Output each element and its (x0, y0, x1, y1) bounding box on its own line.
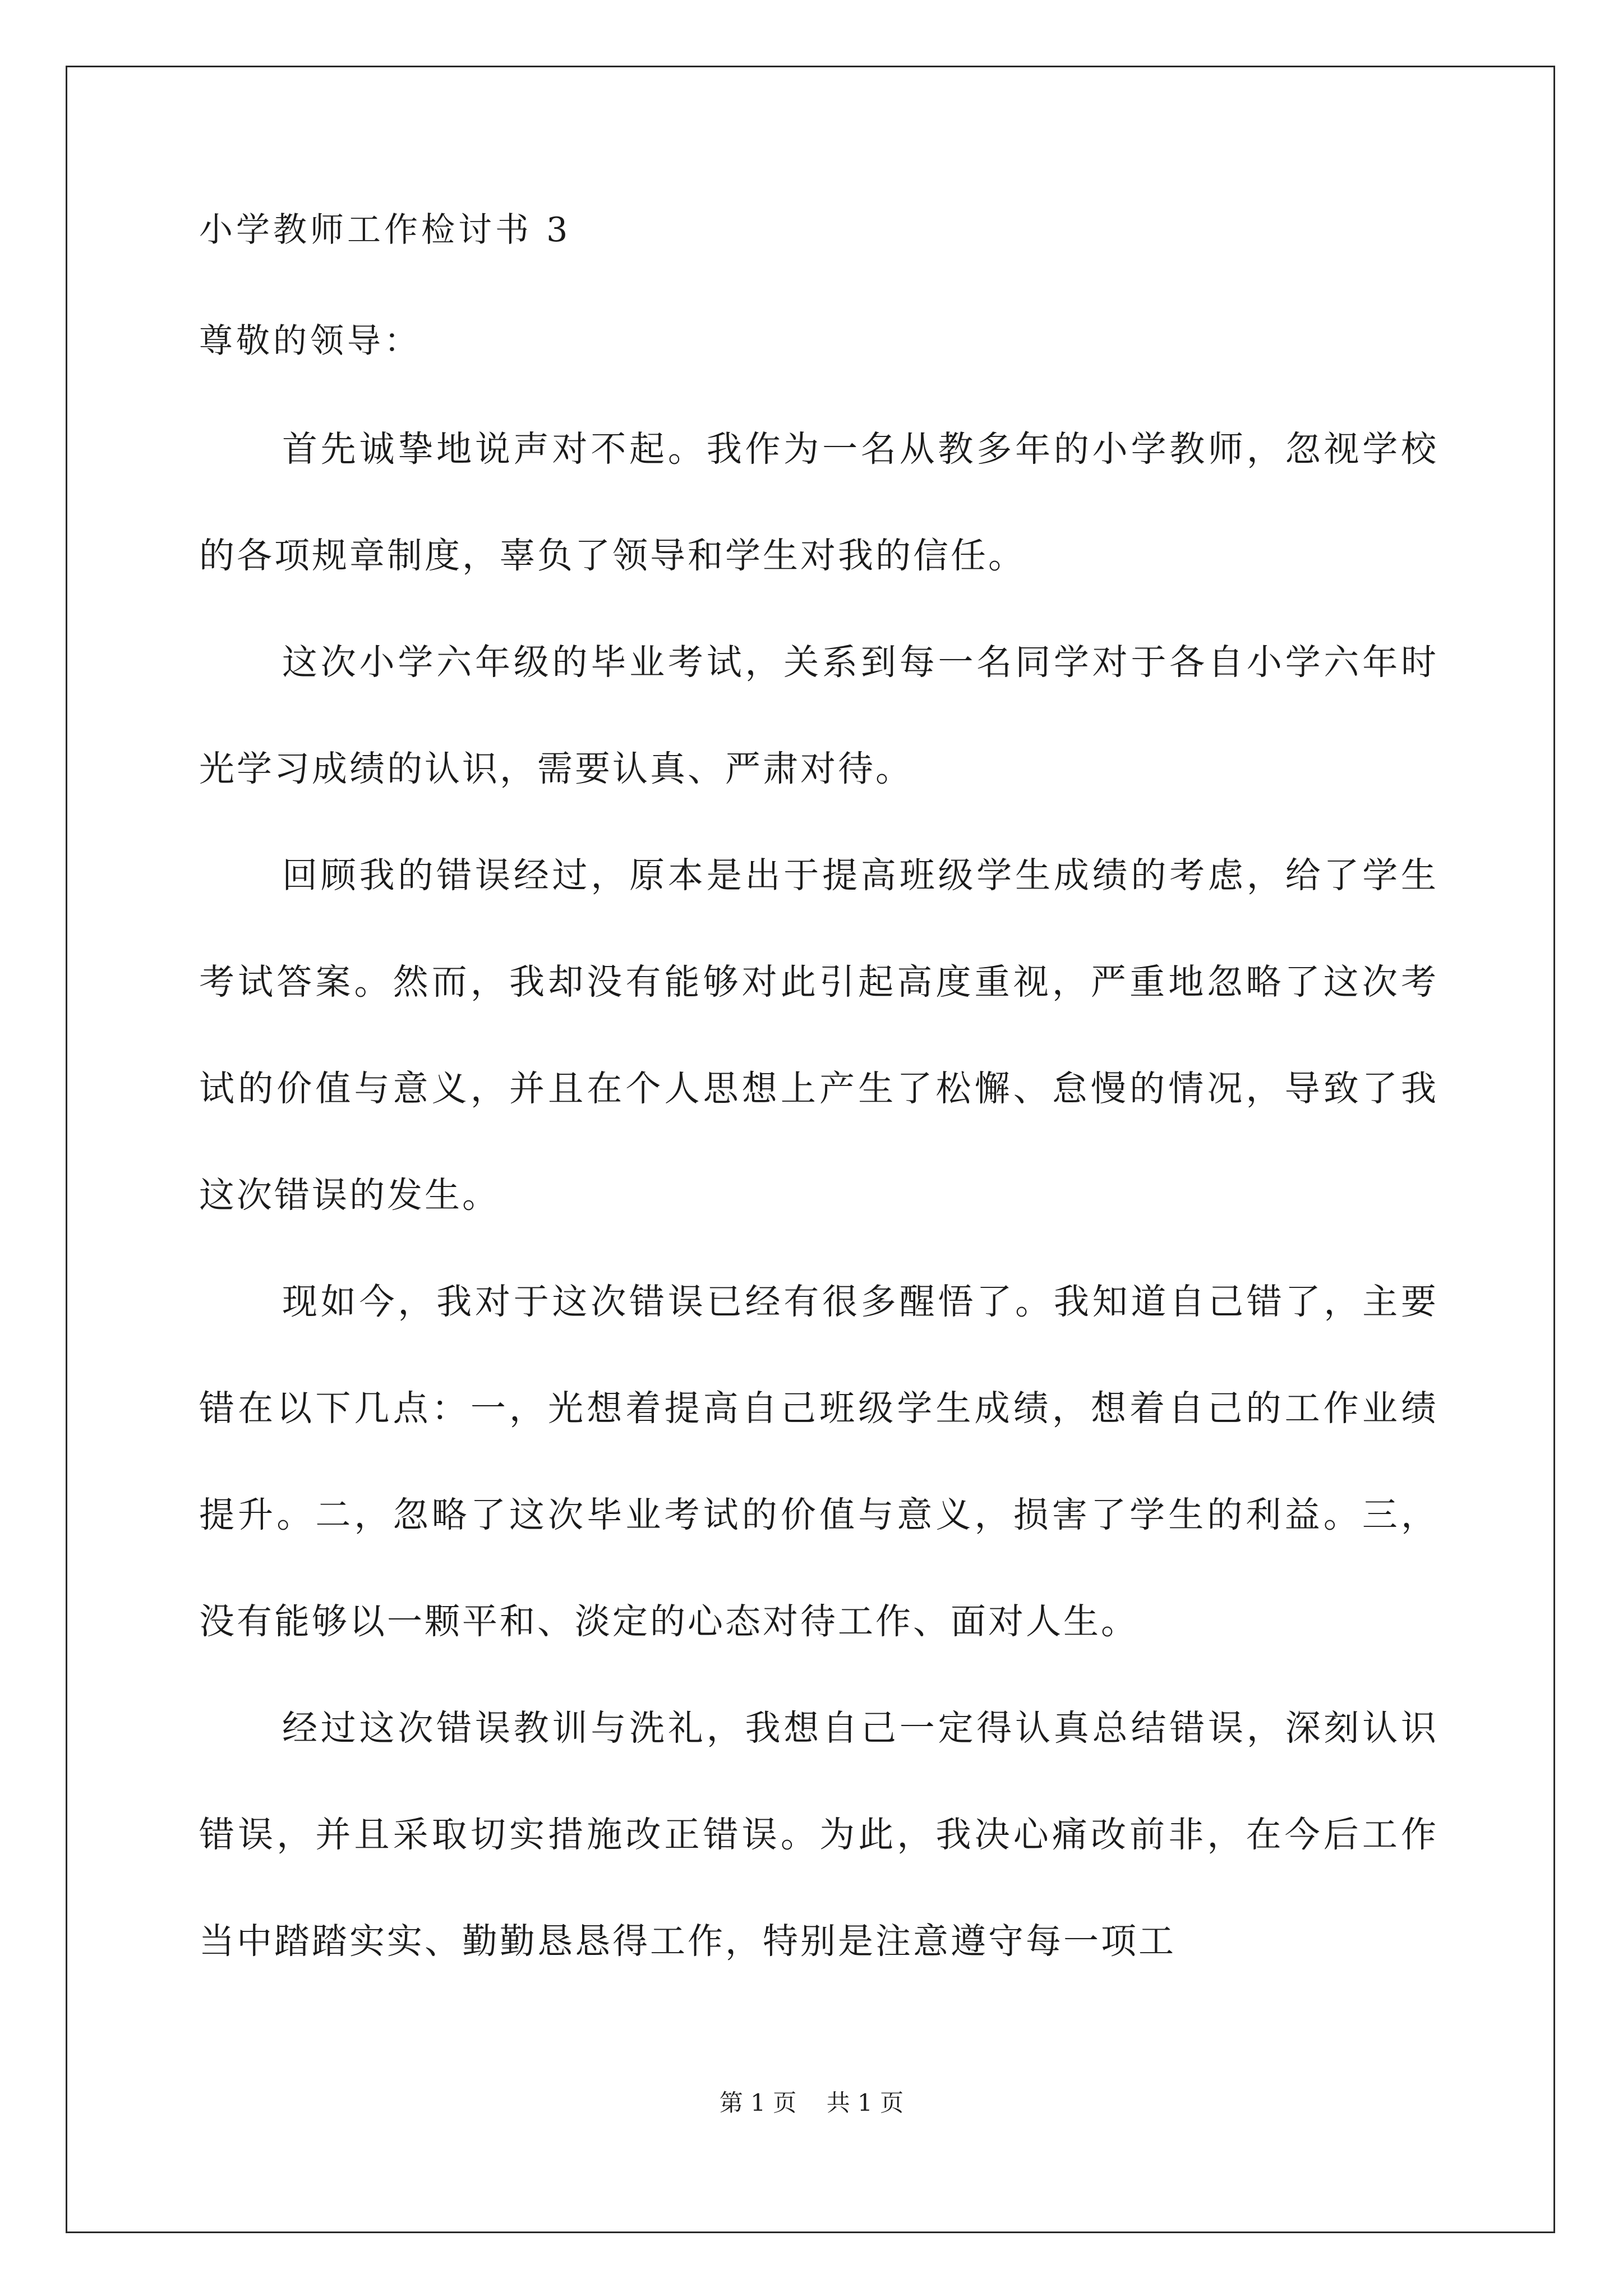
paragraph-1: 首先诚挚地说声对不起。我作为一名从教多年的小学教师，忽视学校的各项规章制度，辜负了领导和学生对我的信任。 (199, 429, 1438, 576)
salutation: 尊敬的领导： (199, 321, 421, 361)
paragraph-3: 回顾我的错误经过，原本是出于提高班级学生成绩的考虑，给了学生考试答案。然而，我却没有能够对此引起高度重视，严重地忽略了这次考试的价值与意义，并且在个人思想上产生了松懈、怠慢的情况，导致了我这次错误的发生。 (199, 855, 1438, 1216)
document-title: 小学教师工作检讨书 3 (199, 210, 571, 250)
paragraph-2: 这次小学六年级的毕业考试，关系到每一名同学对于各自小学六年时光学习成绩的认识，需要认真、严肃对待。 (199, 642, 1438, 789)
paragraph-5: 经过这次错误教训与洗礼，我想自己一定得认真总结错误，深刻认识错误，并且采取切实措施改正错误。为此，我决心痛改前非，在今后工作当中踏踏实实、勤勤恳恳得工作，特别是注意遵守每一项工 (199, 1708, 1438, 1962)
page-total: 共 1 页 (826, 2089, 904, 2116)
paragraph-4: 现如今，我对于这次错误已经有很多醒悟了。我知道自己错了，主要错在以下几点：一，光想着提高自己班级学生成绩，想着自己的工作业绩提升。二，忽略了这次毕业考试的价值与意义，损害了学生的利益。三，没有能够以一颗平和、淡定的心态对待工作、面对人生。 (199, 1281, 1438, 1642)
document-body (199, 210, 1438, 1995)
page-number: 第 1 页 (719, 2089, 797, 2116)
page-footer (0, 2091, 1623, 2115)
